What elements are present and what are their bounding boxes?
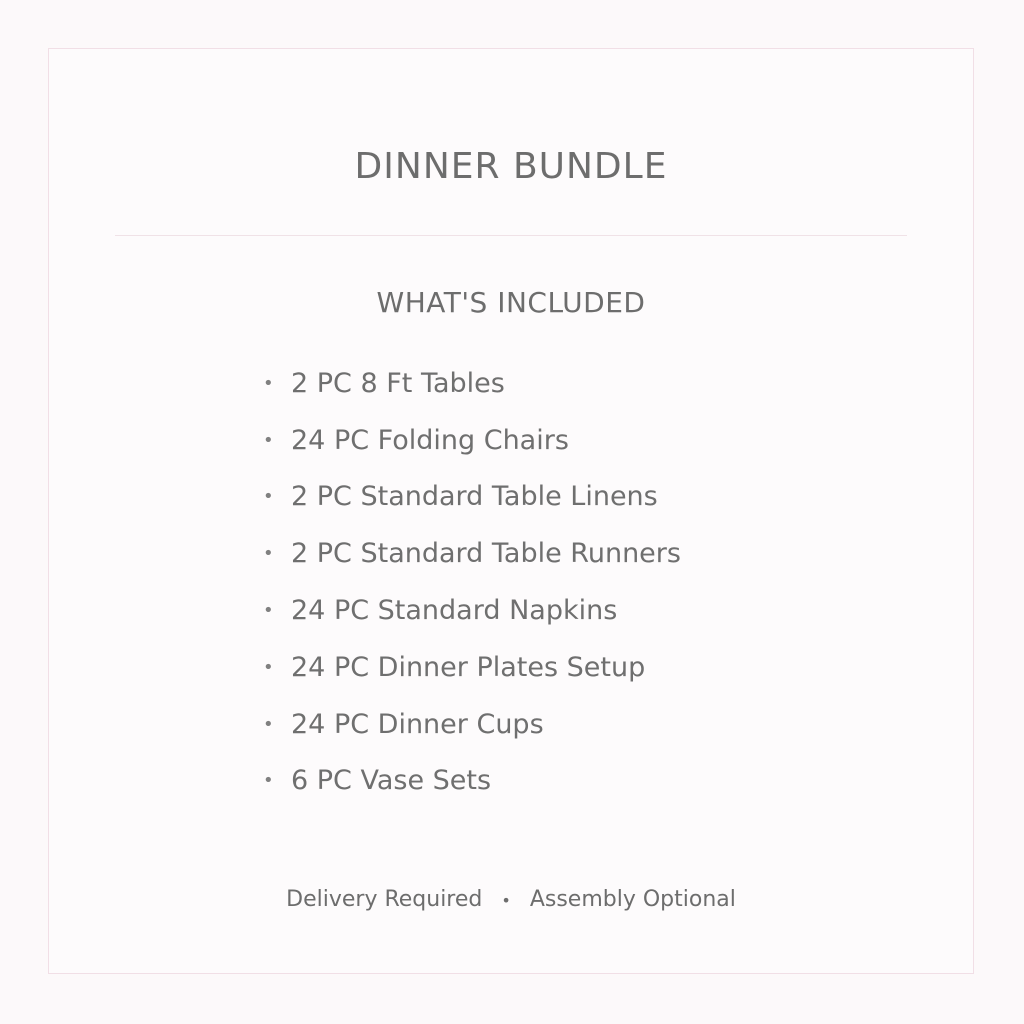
bullet-icon: • <box>263 600 274 622</box>
bullet-icon: • <box>263 656 274 678</box>
included-heading: WHAT'S INCLUDED <box>376 286 646 319</box>
item-label: 2 PC Standard Table Runners <box>291 538 681 570</box>
footer-note <box>49 885 973 916</box>
item-label: 24 PC Standard Napkins <box>291 595 618 627</box>
item-label: 24 PC Folding Chairs <box>291 424 569 456</box>
list-item <box>263 525 681 582</box>
list-item <box>263 696 681 753</box>
bundle-card <box>48 48 974 974</box>
list-item <box>263 469 681 526</box>
bullet-icon: • <box>263 713 274 735</box>
list-item <box>263 412 681 469</box>
list-item <box>263 582 681 639</box>
item-label: 6 PC Vase Sets <box>291 765 492 797</box>
title-divider <box>115 235 907 236</box>
item-label: 24 PC Dinner Plates Setup <box>291 651 646 683</box>
list-item <box>263 753 681 810</box>
assembly-note: Assembly Optional <box>529 887 736 912</box>
bullet-icon: • <box>263 486 274 508</box>
item-label: 2 PC 8 Ft Tables <box>291 367 505 399</box>
list-item <box>263 639 681 696</box>
delivery-note: Delivery Required <box>286 887 483 912</box>
bullet-icon: • <box>263 372 274 394</box>
bullet-icon: • <box>263 543 274 565</box>
included-items-list <box>263 355 681 809</box>
list-item <box>263 355 681 412</box>
item-label: 2 PC Standard Table Linens <box>291 481 658 513</box>
bullet-icon: • <box>263 429 274 451</box>
footer-separator-icon: • <box>501 891 511 910</box>
item-label: 24 PC Dinner Cups <box>291 708 544 740</box>
bundle-title: DINNER BUNDLE <box>354 146 668 187</box>
bullet-icon: • <box>263 770 274 792</box>
